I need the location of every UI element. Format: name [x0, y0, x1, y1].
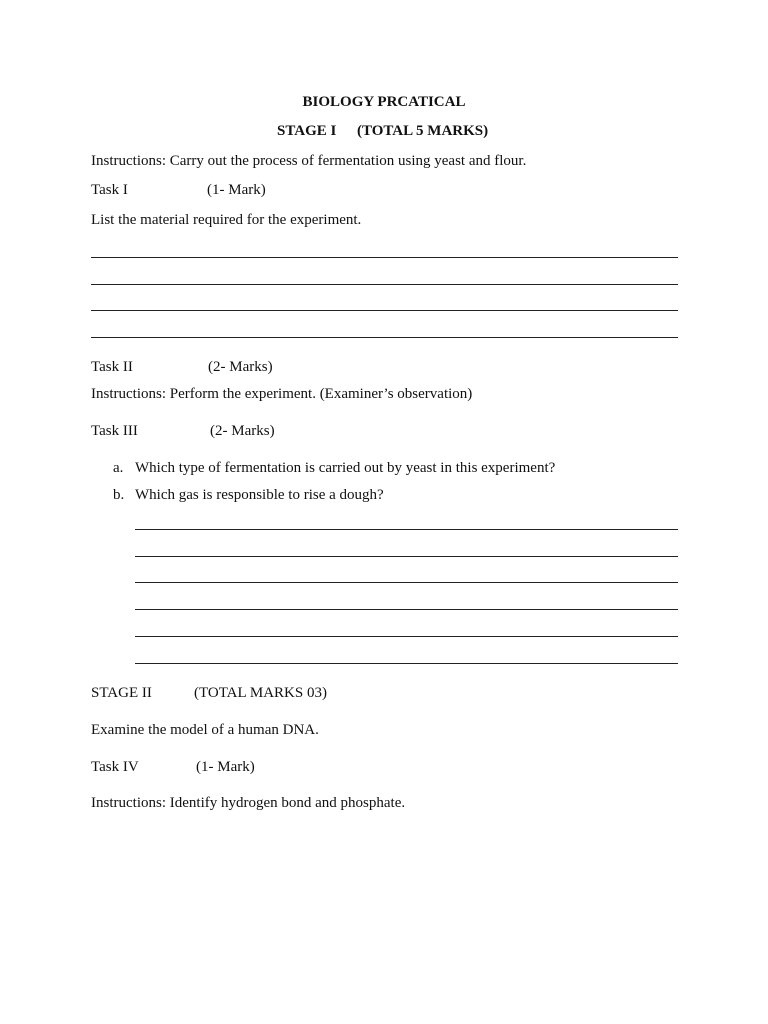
- stage1-instructions: Instructions: Carry out the process of fermentation using yeast and flour.: [91, 153, 527, 169]
- task3-marks: (2- Marks): [210, 423, 275, 439]
- stage2-prompt: Examine the model of a human DNA.: [91, 722, 319, 738]
- task1-marks: (1- Mark): [207, 182, 266, 198]
- document-title: BIOLOGY PRCATICAL: [302, 94, 466, 110]
- task2-label: Task II: [91, 359, 133, 375]
- answer-line: [91, 310, 678, 311]
- question-b-text: Which gas is responsible to rise a dough?: [135, 487, 384, 503]
- question-a-marker: a.: [113, 460, 124, 476]
- question-b-marker: b.: [113, 487, 125, 503]
- answer-line: [91, 284, 678, 285]
- question-a-text: Which type of fermentation is carried out by yeast in this experiment?: [135, 460, 556, 476]
- stage2-total: (TOTAL MARKS 03): [194, 685, 327, 701]
- task4-marks: (1- Mark): [196, 759, 255, 775]
- task4-label: Task IV: [91, 759, 139, 775]
- task2-marks: (2- Marks): [208, 359, 273, 375]
- answer-line: [135, 663, 678, 664]
- answer-line: [135, 529, 678, 530]
- answer-line: [135, 609, 678, 610]
- stage2-label: STAGE II: [91, 685, 152, 701]
- task2-instructions: Instructions: Perform the experiment. (Examiner’s observation): [91, 386, 473, 402]
- answer-line: [91, 337, 678, 338]
- answer-line: [135, 636, 678, 637]
- task3-label: Task III: [91, 423, 138, 439]
- answer-line: [135, 556, 678, 557]
- task1-label: Task I: [91, 182, 128, 198]
- task4-instructions: Instructions: Identify hydrogen bond and phosphate.: [91, 795, 406, 811]
- stage1-total: (TOTAL 5 MARKS): [357, 123, 489, 139]
- stage1-label: STAGE I: [277, 123, 337, 139]
- answer-line: [91, 257, 678, 258]
- answer-line: [135, 582, 678, 583]
- task1-prompt: List the material required for the experiment.: [91, 212, 362, 228]
